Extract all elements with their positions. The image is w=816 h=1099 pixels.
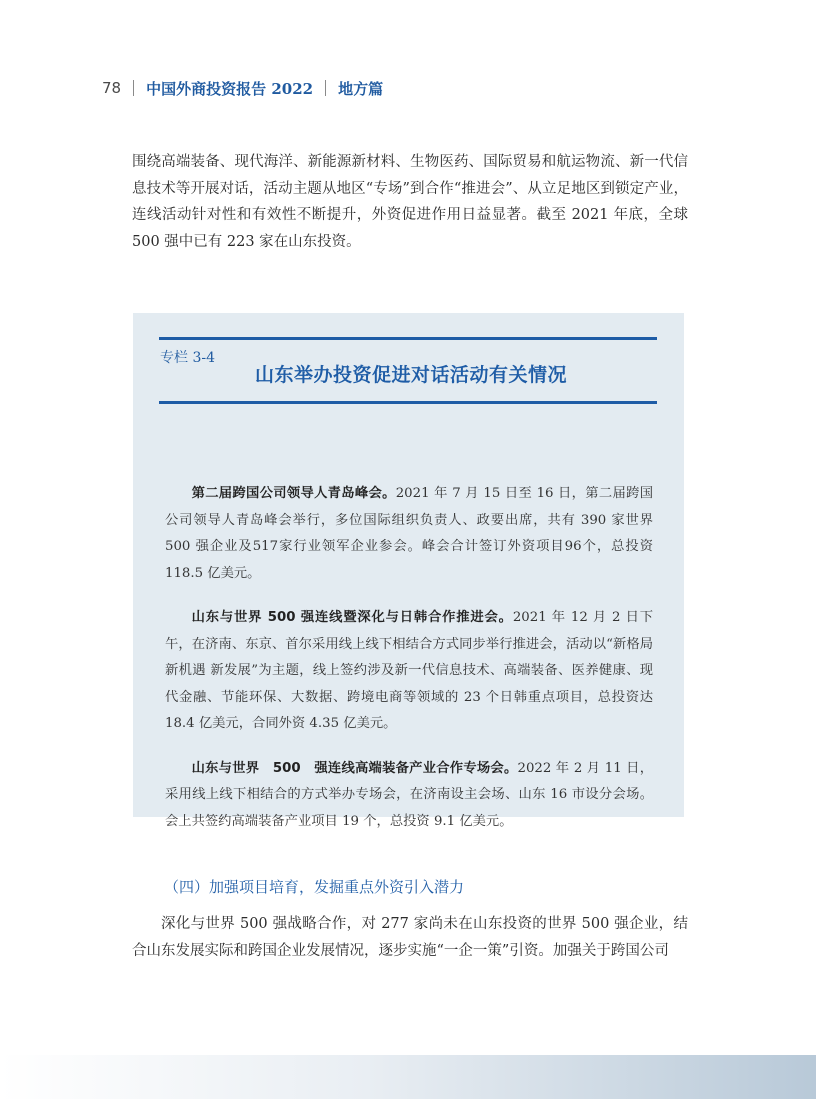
box-rule-bottom bbox=[159, 401, 657, 404]
box-item-text: 2022 年 2 月 11 日，采用线上线下相结合的方式举办专场会，在济南设主会场、山东 16 市设分会场。会上共签约高端装备产业项目 19 个，总投资 9.1 亿美元。 bbox=[165, 760, 653, 829]
box-item-lead: 山东与世界 500 强连线高端装备产业合作专场会。 bbox=[191, 760, 518, 776]
box-label: 专栏 3-4 bbox=[160, 350, 215, 366]
body-text: 深化与世界 500 强战略合作，对 277 家尚未在山东投资的世界 500 强企业，结合山东发展实际和跨国企业发展情况，逐步实施“一企一策”引资。加强关于跨国公司 bbox=[132, 916, 688, 959]
box-item bbox=[165, 481, 653, 587]
running-header bbox=[102, 76, 383, 100]
publication-title: 中国外商投资报告 2022 bbox=[146, 79, 314, 98]
box-item bbox=[165, 605, 653, 738]
body-paragraph bbox=[132, 911, 688, 964]
section-name: 地方篇 bbox=[338, 79, 384, 98]
intro-paragraph bbox=[132, 149, 688, 255]
box-body bbox=[165, 481, 653, 853]
box-item bbox=[165, 756, 653, 836]
header-divider bbox=[325, 80, 326, 96]
section-subheading: （四）加强项目培育，发掘重点外资引入潜力 bbox=[164, 878, 465, 896]
box-item-text: 2021 年 7 月 15 日至 16 日，第二届跨国公司领导人青岛峰会举行，多位国际组织负责人、政要出席，共有 390 家世界 500 强企业及517家行业领军企业参会。峰会合计签订外资项目96个，总投资 118.5 亿美元。 bbox=[165, 486, 653, 581]
box-item-text: 2021 年 12 月 2 日下午，在济南、东京、首尔采用线上线下相结合方式同步举行推进会，活动以“新格局 新机遇 新发展”为主题，线上签约涉及新一代信息技术、高端装备、医养健康、现代金融、节能环保、大数据、跨境电商等领域的 23 个日韩重点项目，总投资达 18.4 亿美元，合同外资 4.35 亿美元。 bbox=[165, 610, 653, 731]
box-rule-top bbox=[159, 337, 657, 340]
footer-band bbox=[0, 1055, 816, 1099]
intro-text: 围绕高端装备、现代海洋、新能源新材料、生物医药、国际贸易和航运物流、新一代信息技术等开展对话，活动主题从地区“专场”到合作“推进会”、从立足地区到锁定产业，连线活动针对性和有效性不断提升，外资促进作用日益显著。截至 2021 年底，全球 500 强中已有 223 家在山东投资。 bbox=[132, 154, 688, 250]
box-item-lead: 第二届跨国公司领导人青岛峰会。 bbox=[191, 486, 396, 501]
box-title: 山东举办投资促进对话活动有关情况 bbox=[255, 364, 568, 386]
page-number: 78 bbox=[102, 79, 122, 97]
header-divider bbox=[133, 80, 134, 96]
box-item-lead: 山东与世界 500 强连线暨深化与日韩合作推进会。 bbox=[191, 610, 513, 625]
